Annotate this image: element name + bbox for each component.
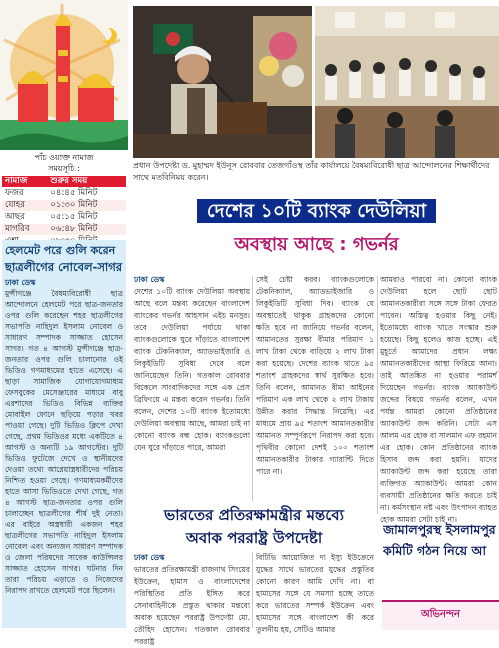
prayer-time: ০৫:১৫ মিনিট: [47, 212, 126, 224]
prayer-row: [2, 200, 126, 212]
prayer-title-line2: সময়সূচি :: [48, 164, 80, 173]
prayer-title-line1: পাঁচ ওয়াক্ত নামাজ: [34, 153, 94, 162]
side-headline-line1: হেলমেট পরে গুলি করেন: [5, 244, 116, 257]
prayer-times-table: [2, 176, 126, 248]
side-story: [2, 240, 126, 628]
column-divider: [252, 552, 253, 628]
right-headline-line2: কমিটি গঠন নিয়ে আ: [383, 543, 487, 558]
main-headline-line2: অবস্থায় আছে : গভর্নর: [234, 234, 399, 255]
story2-dateline: ঢাকা ডেস্ক: [134, 553, 165, 562]
left-column: [0, 0, 128, 628]
column-divider: [377, 276, 378, 514]
mosque-illustration: [0, 0, 128, 150]
right-headline-line1: জামালপুরস্থ ইসলামপুর: [383, 522, 496, 537]
story2-column1: [134, 552, 250, 648]
prayer-name: ফজর: [2, 188, 47, 200]
prayer-time: ০৪:৪৫ মিনিট: [47, 188, 126, 200]
prayer-row: [2, 212, 126, 224]
story1-text1: দেশের ১০টি ব্যাংক দেউলিয়া অবস্থায় আছে বলে মন্তব্য করেছেন বাংলাদেশ ব্যাংকের গভর্নর আহসান এইচ মনসুর। তবে দেউলিয়া পর্যায়ে থাকা ব্যাংকগুলোকে ঘুরে দাঁড়াতে বাংলাদেশ ব্যাংক টেকনিক্যাল, অ্যাডভাইজারি ও লিকুইডিটি সুবিধা দেবে বলে জানিয়েছেন তিনি। গতকাল রোববার বিকেলে সাংবাদিকদের সঙ্গে এক প্রেস ব্রিফিংয়ে এ মন্তব্য করেন গভর্নর। তিনি বলেন, দেশের ১০টি ব্যাংক ইতোমধ্যে দেউলিয়া অবস্থায় আছে, আমরা চাই না কোনো ব্যাংক বন্ধ হোক। ব্যাংকগুলো যেন ঘুরে দাঁড়াতে পারে, আমরা: [134, 287, 250, 452]
photo-students-meeting: [315, 6, 499, 158]
story1-column3: আমরাও পারবো না। কোনো ব্যাংক দেউলিয়া হলে ছোট ছোট আমানতকারীরা সঙ্গে সঙ্গে টাকা ফেরত পাবেন। অস্তিত্ব হওয়ার কিছু নেই। ইতোমধ্যে ব্যাংক খাতে সংস্কার শুরু হয়েছে। কিছু হলেও কাজ হচ্ছে। এই মুহূর্তে আমাদের প্রধান লক্ষ্য আমানতকারীদের আস্থা ফিরিয়ে আনা। তাই আতঙ্কিত না হওয়ার পরামর্শ দিয়েছেন গভর্নর। ব্যাংক অ্যাকাউন্ট জব্দের বিষয়ে গভর্নর বলেন, এখন পর্যন্ত আমরা কোনো প্রতিষ্ঠানের অ্যাকাউন্ট জব্দ করিনি। সেটা এস আলম এর হোক বা সালমান এফ রহমান এর হোক। কোন প্রতিষ্ঠানের ব্যাংক হিসাব জব্দ করা হয়নি। যাদের অ্যাকাউন্ট জব্দ করা হয়েছে তারা ব্যক্তিগত অ্যাকাউন্ট। আমরা কোন ব্যবসায়ী প্রতিষ্ঠানের ক্ষতি করতে চাই না। কর্মসংস্থান নষ্ট এবং উৎপাদন ব্যাহত হোক আমরা সেটা চাই না।: [380, 275, 497, 524]
second-headline-line2: অবাক পররাষ্ট্র উপদেষ্টা: [185, 529, 323, 547]
prayer-table-header: [2, 176, 126, 188]
congratulation-ad: [382, 600, 499, 630]
prayer-name: মাগরিব: [2, 224, 47, 236]
side-dateline: ঢাকা ডেস্ক: [5, 278, 36, 287]
side-headline-line2: ছাত্রলীগের নোবেল-সাগর: [5, 260, 123, 274]
column-divider: [252, 276, 253, 501]
story2-text1: ভারতের প্রতিরক্ষামন্ত্রী রাজনাথ সিংয়ের ইউক্রেন, হামাস ও বাংলাদেশের পরিস্থিতির প্রতি ইঙ্গিত করে সেনাবাহিনীকে প্রস্তুত থাকার মন্তব্যে অবাক হয়েছেন পররাষ্ট্র উপদেষ্টা মো. তৌহিদ হোসেন। গতকাল রোববার পররাষ্ট্র: [134, 565, 250, 646]
photo-chief-adviser-speaking: [133, 6, 312, 158]
header-start-time: শুরুর সময়: [47, 176, 126, 188]
main-headline-text1: দেশের ১০টি ব্যাংক দেউলিয়া: [197, 199, 436, 223]
main-headline-line1: [134, 199, 499, 223]
story1-column2: সেই চেষ্টা করব। ব্যাংকগুলোকে টেকনিক্যাল, অ্যাডভাইজারি ও লিকুইডিটি সুবিধা দিব। ব্যাংক যে অবস্থাতেই থাকুক গ্রাহকদের কোনো ক্ষতি হবে না জানিয়ে গভর্নর বলেন, আমানতের সুরক্ষা বীমার পরিমাণ ১ লাখ টাকা থেকে বাড়িয়ে ২ লাখ টাকা করা হয়েছে। দেশের ব্যাংক খাতে ৯৫ শতাংশ গ্রাহকদের স্বার্থ সুরক্ষিত হবে। তিনি বলেন, আমানত বীমা আইনের পরিমাণ এক লাখ থেকে ২ লাখ টাকায় উন্নীত করার সিদ্ধান্ত নিয়েছি। এর মাধ্যমে প্রায় ৯৫ শতাংশ আমানতকারীর আমানত সম্পূর্ণরূপে নিরাপদ করা হবে। পৃথিবীর কোনো দেশই ১০০ শতাংশ আমানতকারীর টাকার গ্যারান্টি দিতে পারে না।: [256, 275, 374, 476]
prayer-row: [2, 224, 126, 236]
story1-column1: [134, 274, 250, 454]
side-story-text: মুন্সীগঞ্জে বৈষম্যবিরোধী ছাত্র আন্দোলনে হেলমেট পরে ছাত্র-জনতার ওপর গুলি করেছেন শহর ছাত্রলীগের সভাপতি নাহিদুল ইসলাম নোবেল ও সাধারণ সম্পাদক সাজ্জাত হোসেন সাগর। গত ৪ আগস্ট মুন্সীগঞ্জে ছাত্র-জনতার ওপর গুলি চালানোর ওই ভিডিও গণমাধ্যমের হাতে এসেছে। এ ছাড়া সামাজিক যোগাযোগমাধ্যম ফেসবুকের মেসেঞ্জারের মাধ্যমে বাবু এরশাদের ভিডিও বিভিন্ন ব্যক্তির মোবাইল ফোনে ছড়িয়ে পড়ার খবর পাওয়া গেছে। দুটি ভিডিও ক্লিপে দেখা গেছে, প্রথম ভিডিওর মধ্যে একটিতে ৪ আগস্ট ও অন্যটি ১৯ আগস্টের। দুটি ভিডিও ফুটেজে দেখে ও স্থানীয়দের দেওয়া তথ্যে আগ্নেয়াস্ত্রধারীদের পরিচয় নিশ্চিত হওয়া গেছে। গণমাধ্যমকর্মীদের হাতে আসা ভিডিওতে দেখা গেছে, গত ৪ আগস্ট ছাত্র-জনতার ওপর গুলি চালাচ্ছেন ছাত্রলীগের শীর্ষ দুই নেতা। এর বাইরে অস্ত্রধারী একজন শহর ছাত্রলীগের সভাপতি নাহিদুল ইসলাম নোবেল এবং অন্যজন সাধারণ সম্পাদক ও জেলা পরিষদের সাবেক কাউন্সিলর সাজ্জাত হোসেন সাগর। ঘটনার দিন তারা পরিচয় এড়াতে ও নিজেদের নিরাপদ রাখতে হেলমেট পরে ছিলেন।: [5, 289, 123, 595]
prayer-time: ০৬:৪৮ মিনিট: [47, 224, 126, 236]
side-story-body: [5, 277, 123, 596]
story1-dateline: ঢাকা ডেস্ক: [134, 275, 165, 284]
story2-column2: বিটিভি আয়োজিত দ্য ইস্যু ইউক্রেনে যুদ্ধের সাথে ভারতের যুদ্ধের প্রস্তুতির কোনো কারণ আমি দেখি না। বা হামাসের সঙ্গে যে সমস্যা হচ্ছে তাতে করে ভারতের সম্পর্ক ইউক্রেন এবং হামাসের সঙ্গে বাংলাদেশ কী করে তুলনীয় হয়, সেটিও আমার: [256, 553, 374, 634]
second-headline-line1: ভারতের প্রতিরক্ষামন্ত্রীর মন্তব্যে: [164, 506, 344, 524]
prayer-time: ০১:৩০ মিনিট: [47, 200, 126, 212]
prayer-name: আছর: [2, 212, 47, 224]
prayer-name: যোহর: [2, 200, 47, 212]
prayer-row: [2, 188, 126, 200]
prayer-title: [0, 152, 128, 174]
header-prayer: নামাজ: [2, 176, 47, 188]
photo-caption: প্রধান উপদেষ্টা ড. মুহাম্মদ ইউনূস রোববার তেজগাঁওস্থ তাঁর কার্যালয়ে বৈষম্যবিরোধী ছাত্র আন্দোলনের শিক্ষার্থীদের সাথে মতবিনিময় করেন।: [133, 161, 490, 182]
ad-label: অভিনন্দন: [421, 609, 460, 620]
